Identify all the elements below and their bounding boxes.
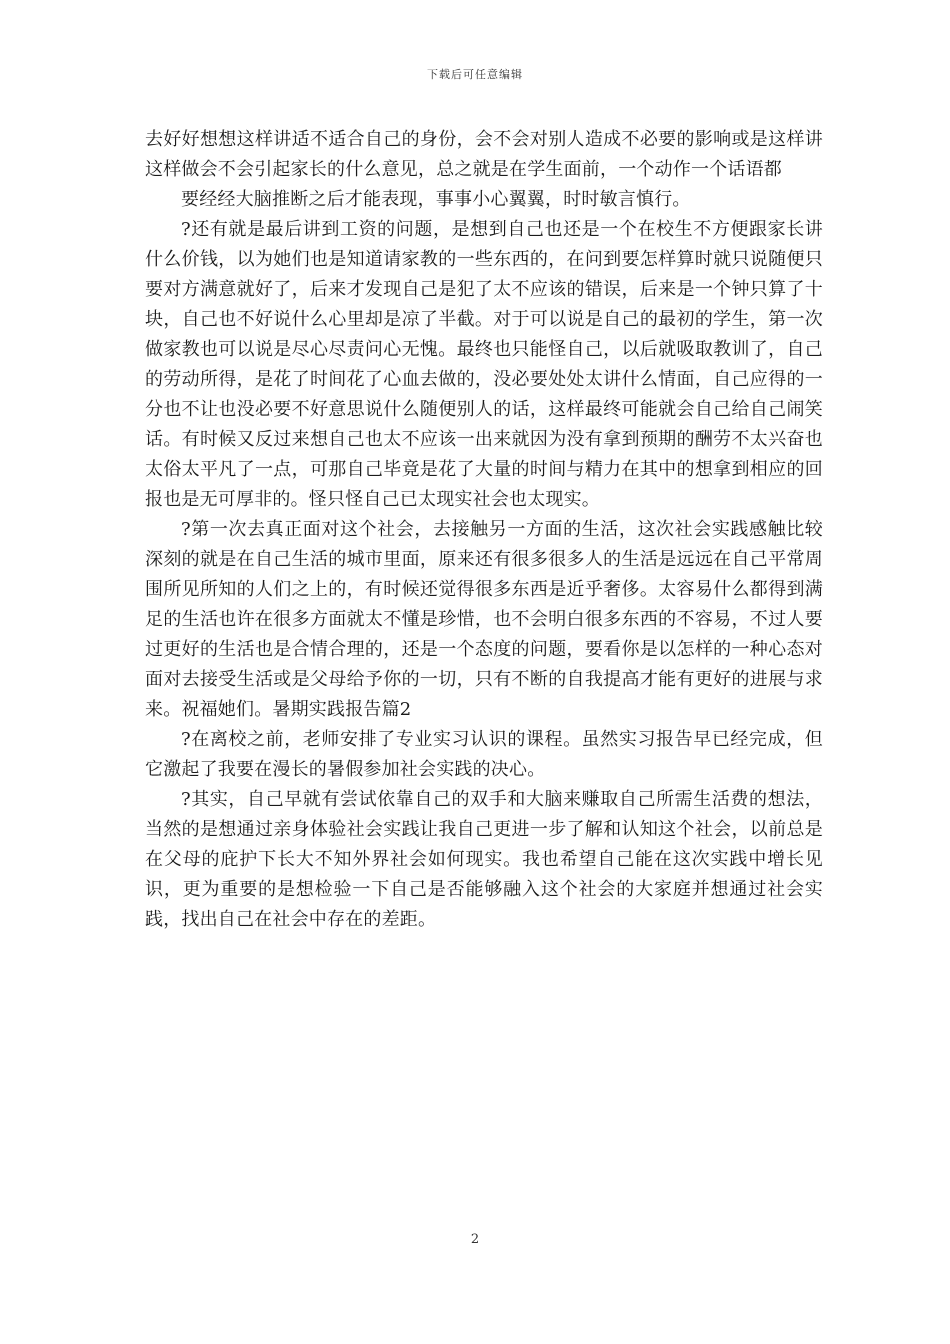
paragraph-6: ?其实，自己早就有尝试依靠自己的双手和大脑来赚取自己所需生活费的想法，当然的是想通过亲身体验社会实践让我自己更进一步了解和认知这个社会，以前总是在父母的庇护下长大不知外界社会如何现实。我也希望自己能在这次实践中增长见识，更为重要的是想检验一下自己是否能够融入这个社会的大家庭并想通过社会实践，找出自己在社会中存在的差距。	[145, 789, 823, 930]
page-header: 下载后可任意编辑	[427, 68, 523, 81]
page-number: 2	[470, 1232, 480, 1247]
paragraph-4: ?第一次去真正面对这个社会，去接触另一方面的生活，这次社会实践感触比较深刻的就是在自己生活的城市里面，原来还有很多很多人的生活是远远在自己平常周围所见所知的人们之上的，有时候还觉得很多东西是近乎奢侈。太容易什么都得到满足的生活也许在很多方面就太不懂是珍惜，也不会明白很多东西的不容易，不过人要过更好的生活也是合情合理的，还是一个态度的问题，要看你是以怎样的一种心态对面对去接受生活或是父母给予你的一切，只有不断的自我提高才能有更好的进展与求来。祝福她们。暑期实践报告篇2	[145, 519, 823, 720]
paragraph-3: ?还有就是最后讲到工资的问题，是想到自己也还是一个在校生不方便跟家长讲什么价钱，以为她们也是知道请家教的一些东西的，在问到要怎样算时就只说随便只要对方满意就好了，后来才发现自己是犯了太不应该的错误，后来是一个钟只算了十块，自己也不好说什么心里却是凉了半截。对于可以说是自己的最初的学生，第一次做家教也可以说是尽心尽责问心无愧。最终也只能怪自己，以后就吸取教训了，自己的劳动所得，是花了时间花了心血去做的，没必要处处太讲什么情面，自己应得的一分也不让也没必要不好意思说什么随便别人的话，这样最终可能就会自己给自己闹笑话。有时候又反过来想自己也太不应该一出来就因为没有拿到预期的酬劳不太兴奋也太俗太平凡了一点，可那自己毕竟是花了大量的时间与精力在其中的想拿到相应的回报也是无可厚非的。怪只怪自己已太现实社会也太现实。	[145, 219, 823, 510]
document-body	[145, 125, 823, 935]
paragraph-2: 要经经大脑推断之后才能表现，事事小心翼翼，时时敏言慎行。	[181, 189, 691, 210]
paragraph-5: ?在离校之前，老师安排了专业实习认识的课程。虽然实习报告早已经完成，但它激起了我要在漫长的暑假参加社会实践的决心。	[145, 729, 823, 780]
paragraph-1: 去好好想想这样讲适不适合自己的身份，会不会对别人造成不必要的影响或是这样讲这样做会不会引起家长的什么意见，总之就是在学生面前，一个动作一个话语都	[145, 129, 823, 180]
